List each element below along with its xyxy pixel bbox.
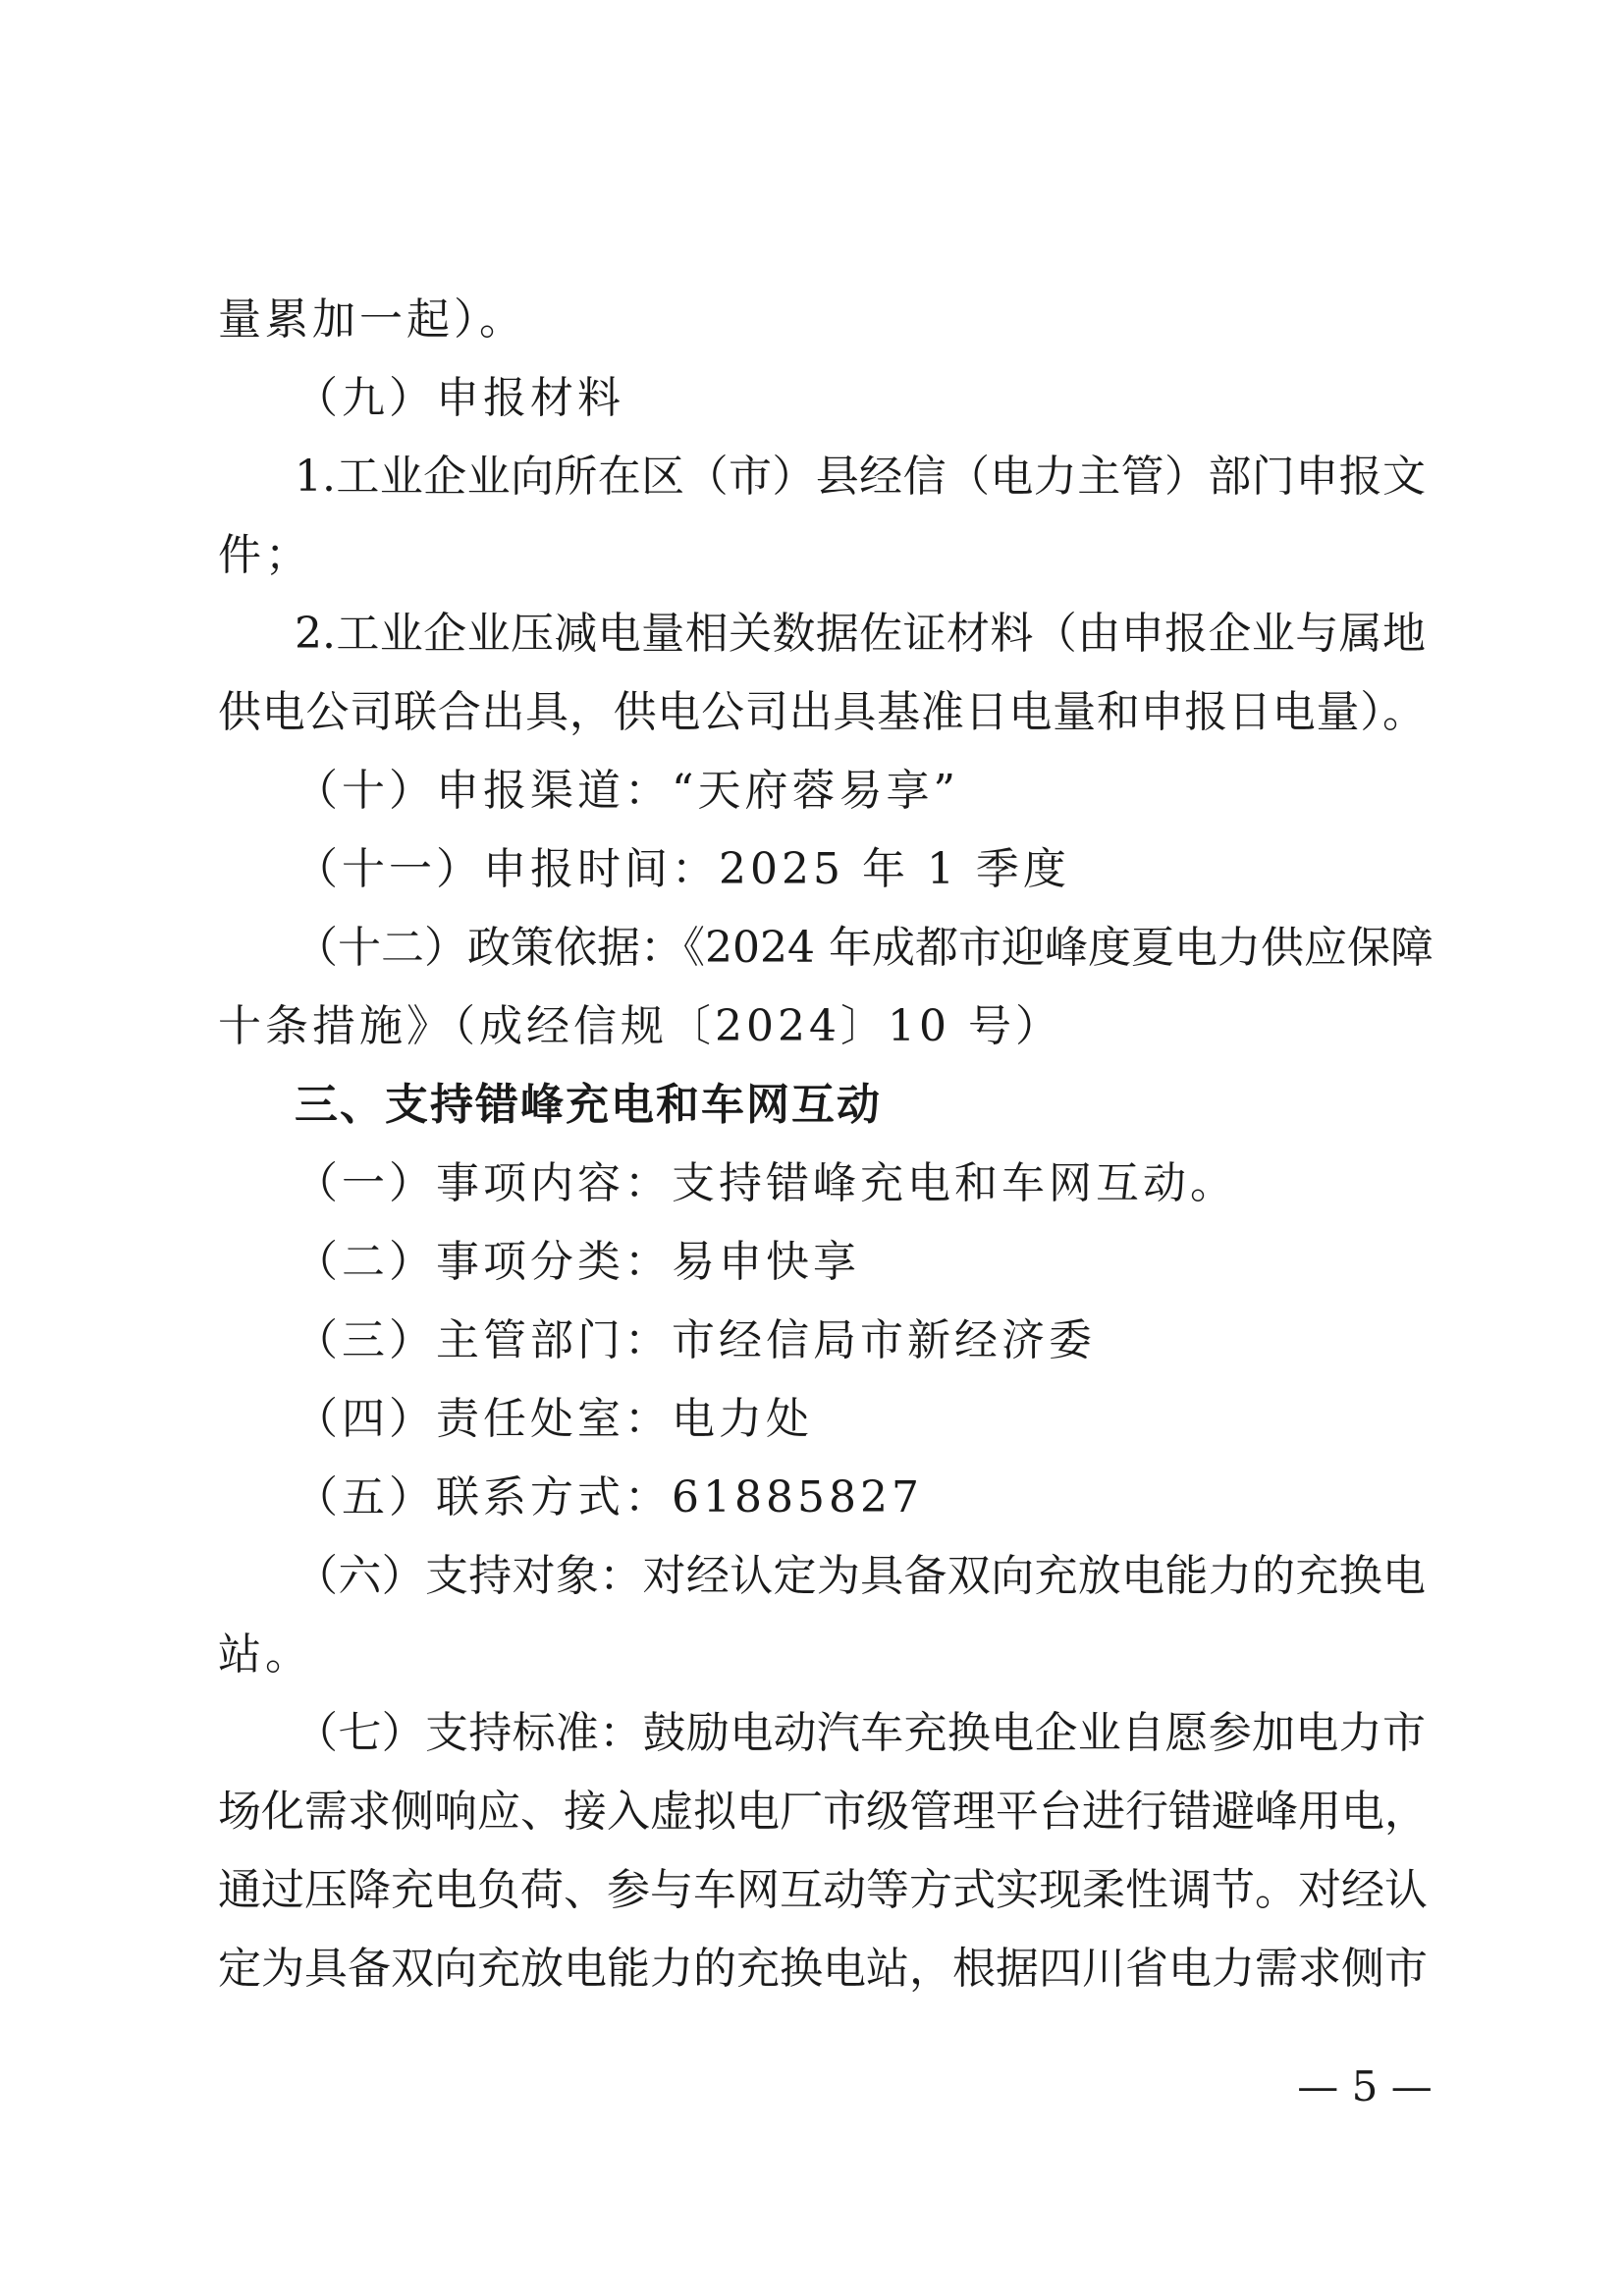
section-heading-9: （九）申报材料 — [295, 373, 624, 423]
text-line: （二）事项分类：易申快享 — [295, 1237, 860, 1287]
text-line: 2.工业企业压减电量相关数据佐证材料（由申报企业与属地 — [295, 609, 1426, 659]
text-line: （六）支持对象：对经认定为具备双向充放电能力的充换电 — [295, 1551, 1426, 1601]
section-heading-3: 三、支持错峰充电和车网互动 — [295, 1080, 882, 1130]
text-line: 量累加一起）。 — [218, 294, 526, 345]
page-number: — 5 — — [1297, 2062, 1433, 2110]
text-line: 供电公司联合出具，供电公司出具基准日电量和申报日电量）。 — [218, 687, 1426, 737]
text-line: （七）支持标准：鼓励电动汽车充换电企业自愿参加电力市 — [295, 1708, 1426, 1758]
text-line: （一）事项内容：支持错峰充电和车网互动。 — [295, 1158, 1237, 1208]
text-line: 十条措施》（成经信规〔2024〕10 号） — [218, 1001, 1062, 1051]
text-line: 场化需求侧响应、接入虚拟电厂市级管理平台进行错避峰用电， — [218, 1787, 1428, 1837]
text-line: （五）联系方式：61885827 — [295, 1472, 923, 1522]
text-line: （三）主管部门：市经信局市新经济委 — [295, 1315, 1096, 1365]
text-line: 站。 — [218, 1629, 312, 1680]
text-line: （四）责任处室：电力处 — [295, 1394, 813, 1444]
text-line: （十）申报渠道：“天府蓉易享” — [295, 766, 959, 816]
text-line: （十二）政策依据：《2024 年成都市迎峰度夏电力供应保障 — [295, 923, 1434, 973]
text-line: 件； — [218, 530, 312, 580]
text-line: 通过压降充电负荷、参与车网互动等方式实现柔性调节。对经认 — [218, 1865, 1428, 1915]
text-line: 1.工业企业向所在区（市）县经信（电力主管）部门申报文 — [295, 452, 1426, 502]
text-line: （十一）申报时间：2025 年 1 季度 — [295, 844, 1070, 894]
text-line: 定为具备双向充放电能力的充换电站，根据四川省电力需求侧市 — [218, 1944, 1428, 1994]
